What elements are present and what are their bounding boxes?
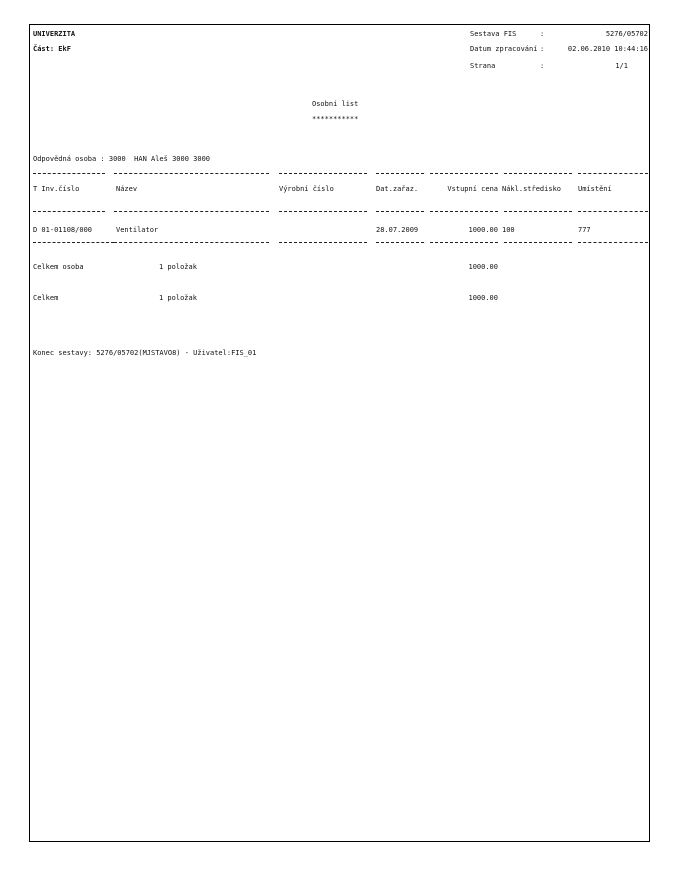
- report-label: Sestava FIS: [470, 30, 517, 38]
- report-number: 5276/05702: [605, 30, 648, 38]
- separator-dash: [578, 173, 648, 174]
- separator-dash: [376, 211, 424, 212]
- row-asset-name: Ventilator: [116, 226, 159, 234]
- report-colon: :: [540, 30, 545, 38]
- column-header-inv: T Inv.číslo: [33, 185, 80, 193]
- processed-colon: :: [540, 45, 545, 53]
- row-location: 777: [578, 226, 591, 234]
- separator-dash: [33, 242, 114, 243]
- separator-dash: [376, 242, 424, 243]
- processed-datetime: 02.06.2010 10:44:16: [567, 45, 648, 53]
- total-person-amount: 1000.00: [468, 263, 498, 271]
- document-title: Osobní list: [312, 100, 359, 108]
- total-person-count: 1 položak: [159, 263, 197, 271]
- row-date: 28.07.2009: [376, 226, 419, 234]
- separator-dash: [33, 173, 105, 174]
- responsible-person: Odpovědná osoba : 3000 HAN Aleš 3000 3000: [33, 155, 211, 163]
- separator-dash: [430, 211, 498, 212]
- university-name: UNIVERZITA: [33, 30, 76, 38]
- separator-dash: [279, 211, 367, 212]
- column-header-price: Vstupní cena: [447, 185, 498, 193]
- separator-dash: [33, 211, 105, 212]
- page-colon: :: [540, 62, 545, 70]
- column-header-date: Dat.zařaz.: [376, 185, 419, 193]
- faculty-part: Část: EkF: [33, 45, 71, 53]
- separator-dash: [504, 211, 572, 212]
- row-cost-center: 100: [502, 226, 515, 234]
- grand-total-amount: 1000.00: [468, 294, 498, 302]
- processed-label: Datum zpracování: [470, 45, 538, 53]
- report-page: [29, 24, 650, 842]
- column-header-name: Název: [116, 185, 138, 193]
- separator-dash: [504, 242, 572, 243]
- row-price: 1000.00: [468, 226, 498, 234]
- separator-dash: [279, 173, 367, 174]
- page-label: Strana: [470, 62, 496, 70]
- separator-dash: [114, 211, 269, 212]
- grand-total-count: 1 položak: [159, 294, 197, 302]
- column-header-serial: Výrobní číslo: [279, 185, 334, 193]
- title-underline: ***********: [312, 115, 359, 123]
- page-number: 1/1: [615, 62, 628, 70]
- separator-dash: [114, 242, 269, 243]
- separator-dash: [578, 211, 648, 212]
- separator-dash: [504, 173, 572, 174]
- separator-dash: [430, 242, 498, 243]
- report-footer: Konec sestavy: 5276/05702(MJSTAVO8) - Uživatel:FIS_01: [33, 349, 257, 357]
- grand-total-label: Celkem: [33, 294, 59, 302]
- separator-dash: [376, 173, 424, 174]
- column-header-cost-center: Nákl.středisko: [502, 185, 562, 193]
- separator-dash: [430, 173, 498, 174]
- separator-dash: [578, 242, 648, 243]
- separator-dash: [114, 173, 269, 174]
- separator-dash: [279, 242, 367, 243]
- total-person-label: Celkem osoba: [33, 263, 84, 271]
- row-inv-number: D 01-01108/000: [33, 226, 93, 234]
- column-header-location: Umístění: [578, 185, 612, 193]
